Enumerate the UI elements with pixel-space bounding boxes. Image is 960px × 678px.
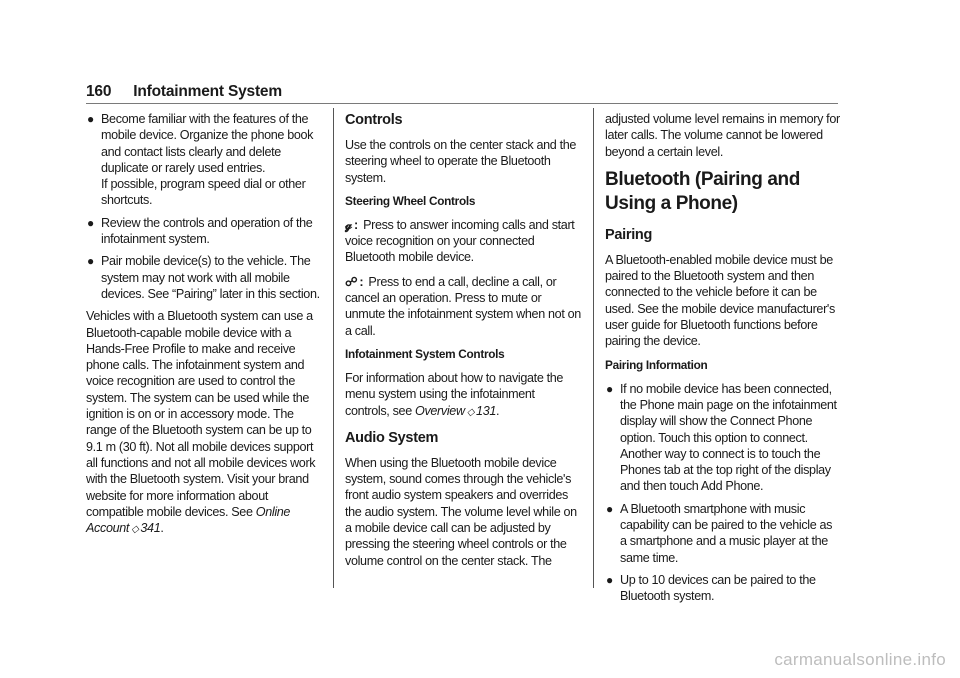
paragraph	[345, 217, 581, 266]
bullet-list	[86, 111, 322, 302]
heading-pairing: Pairing	[605, 226, 653, 243]
paragraph: Use the controls on the center stack and the steering wheel to operate the Bluetooth system.	[345, 138, 577, 185]
paragraph	[86, 308, 322, 538]
colon: :	[359, 274, 364, 289]
reference-title: Overview	[415, 403, 465, 418]
heading-audio-system: Audio System	[345, 429, 439, 446]
list-item	[605, 381, 841, 495]
column-3	[605, 111, 841, 611]
column-2	[345, 111, 581, 577]
phone-end-icon: ☍	[345, 274, 358, 289]
paragraph-text: Vehicles with a Bluetooth system can use a Bluetooth-capable mobile device with a Hands-Free Profile to make and receive phone calls. The infotainment system and voice recognition are used to control the system. The system can be used while the ignition is on or in accessory mode. The range of the Bluetooth system can be up to 9.1 m (30 ft). Not all mobile devices support all functions and not all mobile devices work with the Bluetooth system. Visit your brand website for more information about compatible mobile devices. See	[86, 309, 316, 519]
list-item-text: A Bluetooth smartphone with music capability can be paired to the vehicle as a smartphone and a music player at the same time.	[620, 501, 833, 565]
reference-page: 131	[476, 403, 497, 418]
paragraph-text: For information about how to navigate the menu system using the infotainment controls, see	[345, 370, 564, 418]
cross-reference-link[interactable]	[415, 404, 496, 418]
paragraph-text: Press to end a call, decline a call, or cancel an operation. Press to mute or unmute the infotainment system when not on a call.	[345, 274, 581, 338]
list-item	[86, 253, 322, 302]
bullet-icon: ●	[87, 112, 94, 126]
heading-bluetooth-pairing: Bluetooth (Pairing and Using a Phone)	[605, 168, 800, 214]
page-number: 160	[86, 83, 112, 100]
heading-steering-wheel-controls: Steering Wheel Controls	[345, 193, 476, 208]
column-divider	[333, 108, 334, 588]
paragraph	[345, 274, 581, 339]
bullet-icon: ●	[606, 501, 613, 516]
list-item-text: Pair mobile device(s) to the vehicle. The system may not work with all mobile devices. See “Pairing” later in this section.	[101, 254, 320, 301]
bullet-icon: ●	[87, 215, 94, 230]
paragraph: adjusted volume level remains in memory for later calls. The volume cannot be lowered beyond a certain level.	[605, 112, 840, 159]
column-1	[86, 111, 322, 546]
phone-answer-icon: 𝓰	[345, 217, 353, 232]
paragraph	[345, 370, 581, 421]
reference-arrow-icon: ◇	[131, 524, 139, 536]
column-divider	[593, 108, 594, 588]
bullet-icon: ●	[87, 254, 94, 269]
list-item	[605, 501, 841, 566]
list-item-text: Become familiar with the features of the mobile device. Organize the phone book and contact lists clearly and delete duplicate or rarely used entries.	[101, 112, 314, 175]
bullet-icon: ●	[606, 572, 613, 587]
heading-pairing-information: Pairing Information	[605, 357, 708, 372]
list-item	[86, 215, 322, 248]
page-header	[86, 83, 838, 104]
bullet-icon: ●	[606, 381, 613, 396]
list-item	[86, 111, 322, 209]
paragraph: A Bluetooth-enabled mobile device must be paired to the Bluetooth system and then connected to the vehicle before it can be used. See the mobile device manufacturer's user guide for Bluetooth functions before pairing the device.	[605, 252, 835, 349]
colon: :	[354, 217, 358, 232]
reference-arrow-icon: ◇	[466, 406, 475, 418]
list-item	[605, 572, 841, 605]
heading-infotainment-system-controls: Infotainment System Controls	[345, 346, 505, 361]
watermark: carmanualsonline.info	[774, 650, 946, 669]
punctuation: .	[160, 521, 164, 536]
reference-page: 341	[140, 521, 161, 536]
list-item-text: If possible, program speed dial or other shortcuts.	[101, 177, 306, 208]
list-item-text: If no mobile device has been connected, the Phone main page on the infotainment display will show the Connect Phone option. Touch this option to connect. Another way to connect is to touch the Phones tab at the top right of the display and then touch Add Phone.	[620, 381, 837, 494]
section-title: Infotainment System	[133, 83, 282, 100]
paragraph: When using the Bluetooth mobile device system, sound comes through the vehicle's front audio system speakers and overrides the audio system. The volume level while on a mobile device call can be adjusted by pressing the steering wheel controls or the volume control on the center stack. The	[345, 455, 577, 568]
punctuation: .	[496, 403, 500, 418]
reference-title: Online Account	[86, 504, 291, 536]
heading-controls: Controls	[345, 112, 403, 128]
list-item-text: Review the controls and operation of the infotainment system.	[101, 215, 313, 247]
bullet-list	[605, 381, 841, 605]
list-item-text: Up to 10 devices can be paired to the Bluetooth system.	[620, 572, 816, 604]
paragraph-text: Press to answer incoming calls and start voice recognition on your connected Bluetooth mobile device.	[345, 217, 575, 265]
